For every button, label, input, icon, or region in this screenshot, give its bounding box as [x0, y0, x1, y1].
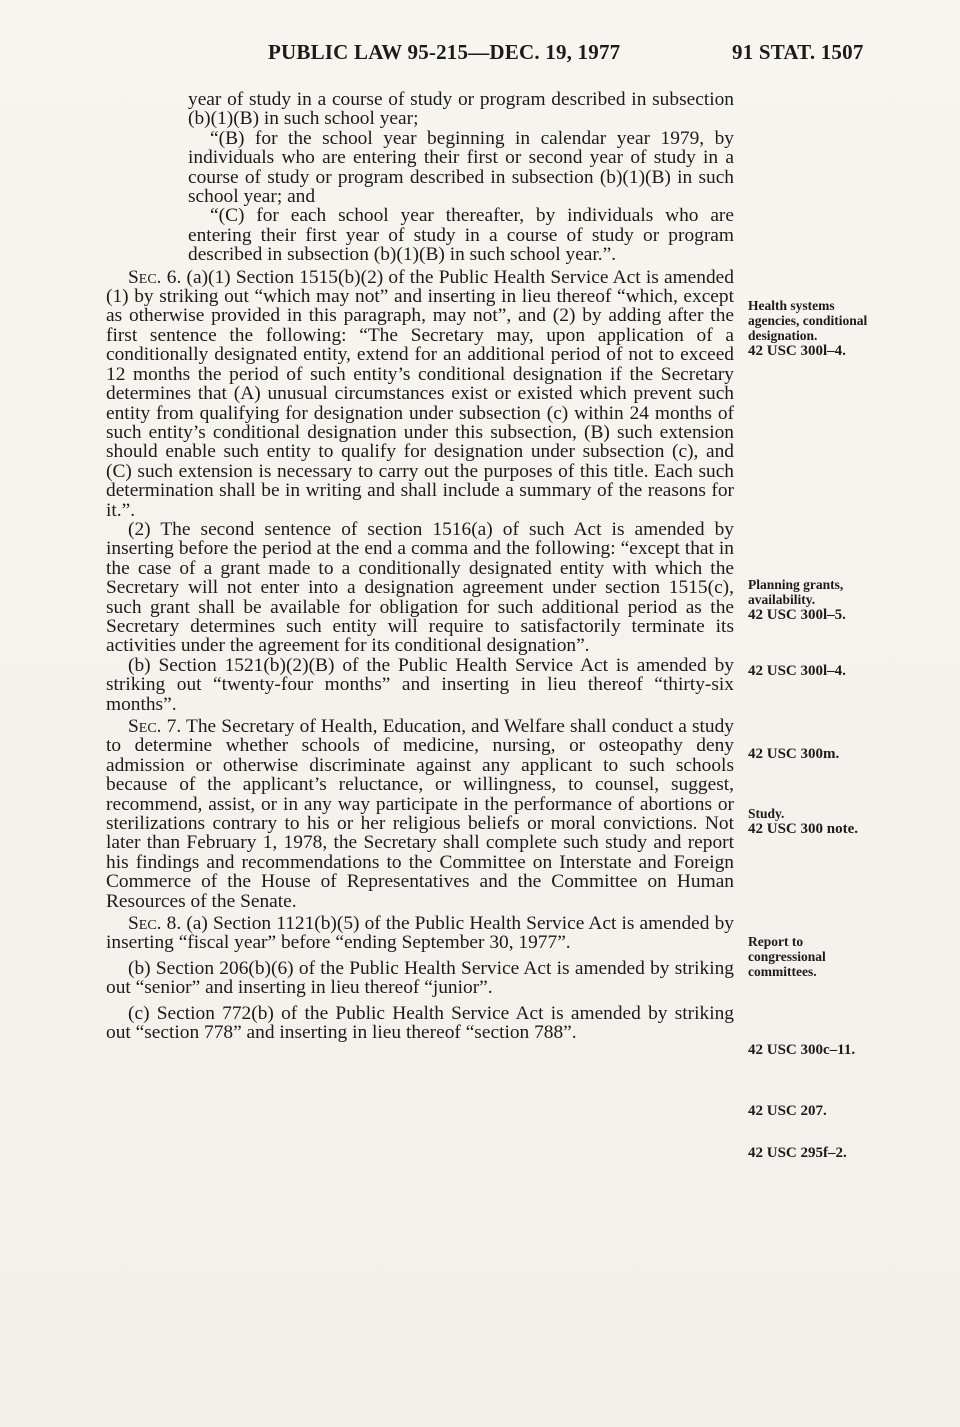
- margin-note-citation: 42 USC 300l–5.: [748, 607, 846, 623]
- paragraph-continuation: year of study in a course of study or program described in subsection (b)(1)(B) in such school year;: [188, 89, 734, 130]
- section-8-text: 8. (a) Section 1121(b)(5) of the Public Health Service Act is amended by inserting “fiscal year” before “ending September 30, 1977”.: [106, 913, 734, 954]
- margin-note-citation: 42 USC 300c–11.: [748, 1042, 856, 1058]
- margin-note-citation: 42 USC 300 note.: [748, 821, 859, 837]
- margin-note-citation: 42 USC 300m.: [748, 746, 840, 762]
- margin-note-citation: 42 USC 300l–4.: [748, 343, 846, 359]
- margin-note-study: [748, 806, 948, 837]
- margin-note-300m: [748, 746, 948, 762]
- section-6-b: (b) Section 1521(b)(2)(B) of the Public Health Service Act is amended by striking out “twenty-four months” and inserting in lieu thereof “thirty-six months”.: [106, 654, 734, 715]
- running-header: [0, 40, 960, 72]
- margin-note-citation: 42 USC 300l–4.: [748, 663, 846, 679]
- paragraph-clause-c: “(C) for each school year thereafter, by individuals who are entering their first year of study in a course of study or program described in subsection (b)(1)(B) in such school year.”.: [188, 205, 734, 266]
- section-8-b: (b) Section 206(b)(6) of the Public Health Service Act is amended by striking out “senior” and inserting in lieu thereof “junior”.: [106, 957, 734, 999]
- paragraph-clause-b: “(B) for the school year beginning in calendar year 1979, by individuals who are entering their first or second year of study in a course of study or program described in subsection (b)(1)(B) in such school year; and: [188, 127, 734, 208]
- margin-note-title: Health systems agencies, conditional designation.: [748, 298, 868, 343]
- margin-note-title: Planning grants, availability.: [748, 577, 844, 607]
- section-7: [106, 717, 734, 911]
- margin-note-title: Study.: [748, 806, 785, 821]
- section-6-text: 6. (a)(1) Section 1515(b)(2) of the Public Health Service Act is amended (1) by striking out “which may not” and inserting in lieu thereof “which, except as otherwise provided in this paragraph, may not”, and (2) by adding after the first sentence the following: “The Secretary may, upon application of a conditionally designated entity, extend for an additional period of not to exceed 12 months the period of such entity’s conditional designation if the Secretary determines that (A) unusual circumstances exist or existed which prevent such entity from qualifying for designation under subsection (c) within 24 months of such entity’s conditional designation under this subsection, (B) such extension should enable such entity to qualify for designation under subsection (c), and (C) such extension is necessary to carry out the purposes of this title. Each such determination shall be in writing and shall include a summary of the reasons for it.”.: [106, 266, 734, 521]
- margin-note-report: [748, 934, 948, 979]
- margin-note-295f-2: [748, 1145, 948, 1161]
- section-6-a2: (2) The second sentence of section 1516(a) of such Act is amended by inserting before the period at the end a comma and the following: “except that in the case of a grant made to a conditionally designated entity with which the Secretary will not enter into a designation agreement under section 1515(c), such grant shall be available for obligation for such additional period as the Secretary determines such entity will require to satisfactorily terminate its activities under the agreement for its conditional designation”.: [106, 518, 734, 657]
- section-6: [106, 268, 734, 520]
- margin-note-citation: 42 USC 295f–2.: [748, 1145, 847, 1161]
- margin-note-health-systems: [748, 298, 948, 359]
- margin-note-207: [748, 1103, 948, 1119]
- section-7-label: Sec.: [128, 716, 162, 737]
- body-text: [106, 90, 734, 1043]
- section-6-label: Sec.: [128, 266, 162, 288]
- section-8: [106, 914, 734, 953]
- margin-note-300c-11: [748, 1042, 948, 1058]
- margin-note-300l-4: [748, 663, 948, 679]
- section-8-c: (c) Section 772(b) of the Public Health Service Act is amended by striking out “section 778” and inserting in lieu thereof “section 788”.: [106, 1002, 734, 1044]
- section-7-text: 7. The Secretary of Health, Education, and Welfare shall conduct a study to determine whether schools of medicine, nursing, or osteopathy deny admission or otherwise discriminate against any applicant to such schools because of the applicant’s reluctance, or willingness, to counsel, suggest, recommend, assist, or in any way participate in the performance of abortions or sterilizations contrary to his or her religious beliefs or moral convictions. Not later than February 1, 1978, the Secretary shall complete such study and report his findings and recommendations to the Committee on Interstate and Foreign Commerce of the House of Representatives and the Committee on Human Resources of the Senate.: [106, 716, 734, 912]
- margin-note-title: Report to congressional committees.: [748, 934, 826, 979]
- statute-page-number: 91 STAT. 1507: [732, 40, 864, 64]
- margin-note-citation: 42 USC 207.: [748, 1103, 827, 1119]
- public-law-title: PUBLIC LAW 95-215—DEC. 19, 1977: [268, 40, 621, 64]
- section-8-label: Sec.: [128, 913, 162, 935]
- margin-note-planning-grants: [748, 577, 948, 623]
